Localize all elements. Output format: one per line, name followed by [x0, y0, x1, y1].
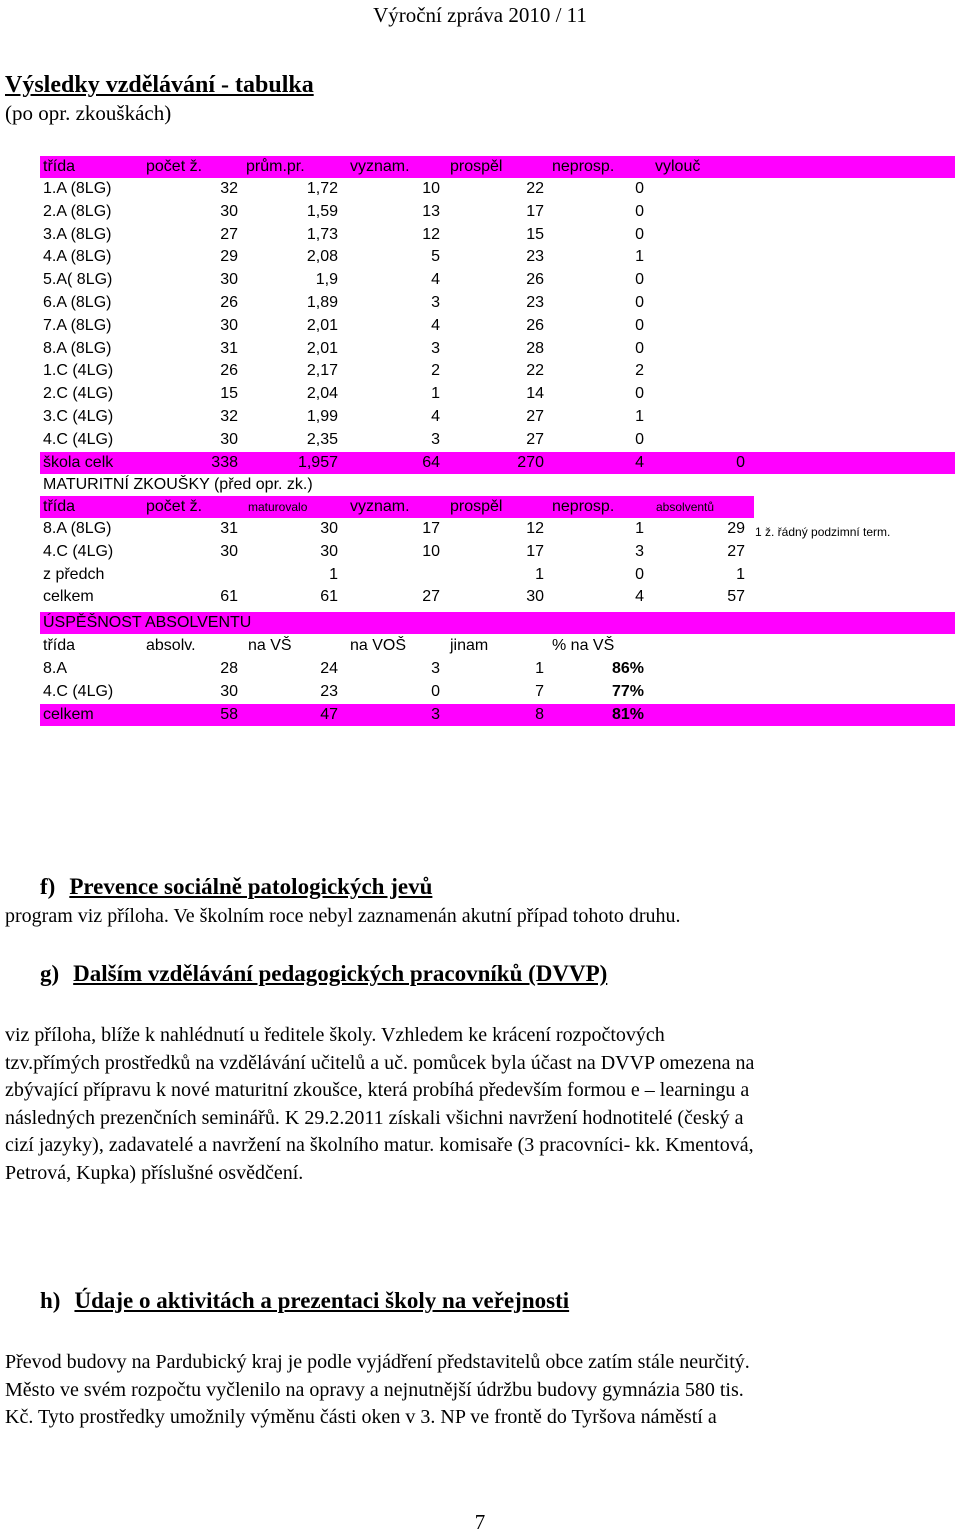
table-cell: 58: [220, 706, 238, 723]
table-cell: 1,9: [315, 271, 338, 289]
table-cell: 77%: [611, 683, 644, 700]
table-cell: celkem: [43, 588, 94, 605]
table-cell: 22: [526, 180, 544, 197]
text-line: následných prezenčních seminářů. K 29.2.2011 získali všichni navržení hodnotitelé (český a: [5, 1106, 744, 1129]
table-cell: 1: [535, 660, 544, 677]
table-cell: 4.C (4LG): [43, 430, 114, 448]
table-cell: 3: [431, 430, 440, 448]
table-row: [0, 518, 960, 540]
table-cell: 27: [526, 430, 544, 448]
table-cell: 3.C (4LG): [43, 408, 114, 425]
table-cell: 270: [517, 454, 544, 471]
table-cell: 1: [329, 566, 338, 583]
table-cell: 22: [526, 362, 544, 380]
column-header: vyznam.: [350, 158, 410, 175]
table-cell: 1,99: [306, 408, 338, 425]
table-cell: 30: [526, 588, 544, 605]
column-header: třída: [43, 637, 76, 654]
table-cell: 2,01: [306, 316, 338, 334]
table-row: [0, 201, 960, 223]
table-row: [0, 292, 960, 314]
column-header: prospěl: [450, 158, 503, 175]
table-cell: 14: [526, 385, 544, 403]
page-header: Výroční zpráva 2010 / 11: [373, 3, 587, 27]
table-cell: 26: [220, 362, 238, 380]
section-title: Výsledky vzdělávání - tabulka: [5, 72, 314, 98]
text-line: Převod budovy na Pardubický kraj je podle vyjádření představitelů obce zatím stále neurčitý.: [5, 1351, 750, 1373]
table-row: [0, 383, 960, 405]
column-header: prům.pr.: [246, 158, 305, 175]
table-cell: 3: [635, 542, 644, 560]
table-cell: 1: [736, 566, 745, 583]
table-cell: 28: [220, 660, 238, 677]
table-cell: 2,17: [306, 362, 338, 380]
table-cell: 27: [422, 588, 440, 605]
table-cell: 4: [431, 316, 440, 334]
table-cell: 31: [220, 520, 238, 537]
table-cell: 15: [220, 385, 238, 403]
table-row: [0, 541, 960, 563]
table-cell: 0: [431, 683, 440, 700]
table-cell: 26: [220, 294, 238, 311]
table-cell: 61: [320, 588, 338, 605]
column-header: neprosp.: [552, 498, 615, 515]
section-g-title: Dalším vzdělávání pedagogických pracovníků (DVVP): [73, 961, 608, 986]
table-cell: 6.A (8LG): [43, 294, 112, 311]
table-cell: 3.A (8LG): [43, 225, 112, 243]
table-cell: 3: [431, 339, 440, 357]
table-cell: 0: [635, 339, 644, 357]
table-cell: 0: [736, 454, 745, 471]
table-cell: 4: [431, 408, 440, 425]
column-header: jinam: [450, 637, 489, 654]
table-cell: 27: [727, 542, 745, 560]
table-cell: 0: [635, 430, 644, 448]
table-cell: 30: [220, 202, 238, 220]
table-cell: 1,59: [306, 202, 338, 220]
text-line: viz příloha, blíže k nahlédnutí u ředitele školy. Vzhledem ke krácení rozpočtových: [5, 1024, 665, 1046]
table-cell: 2,04: [306, 385, 338, 403]
table1-total-row: [0, 452, 960, 474]
table-cell: 10: [422, 542, 440, 560]
table-row: [0, 178, 960, 200]
table-cell: 4.C (4LG): [43, 542, 114, 560]
section-f-label: f): [40, 874, 56, 899]
section-g-heading: [40, 961, 607, 987]
table-cell: 0: [635, 294, 644, 311]
table-cell: 8.A (8LG): [43, 339, 112, 357]
table-cell: 17: [422, 520, 440, 537]
table3-header-row: [0, 635, 960, 657]
table-row: [0, 658, 960, 680]
table-cell: 3: [431, 660, 440, 677]
table-cell: 2.A (8LG): [43, 202, 112, 220]
table-cell: z předch: [43, 566, 105, 583]
text-line: tzv.přímých prostředků na vzdělávání učitelů a uč. pomůcek byla účast na DVVP omezena na: [5, 1051, 755, 1074]
section-f-heading: [40, 874, 432, 900]
column-header: vylouč: [655, 158, 701, 175]
table-cell: 30: [220, 271, 238, 289]
table-cell: 0: [635, 566, 644, 583]
table-cell: 1: [635, 408, 644, 425]
table-cell: 3: [431, 294, 440, 311]
table-cell: 8: [535, 706, 544, 723]
table-row: [0, 224, 960, 246]
table-cell: 23: [526, 248, 544, 266]
table-cell: 2.C (4LG): [43, 385, 114, 403]
table-cell: 57: [727, 588, 745, 605]
table-cell: 2,08: [306, 248, 338, 266]
table-cell: 30: [320, 520, 338, 537]
table2-total-row: [0, 586, 960, 608]
table-row: [0, 406, 960, 428]
column-header: maturovalo: [248, 500, 308, 514]
table-row: [0, 246, 960, 268]
table-cell: 2: [431, 362, 440, 380]
table-cell: 1: [635, 520, 644, 537]
table2-prev-row: [0, 564, 960, 586]
table-cell: 30: [320, 542, 338, 560]
column-header: neprosp.: [552, 158, 615, 175]
table-cell: 0: [635, 385, 644, 403]
table-row: [0, 269, 960, 291]
table-cell: 30: [220, 316, 238, 334]
column-header: na VŠ: [248, 637, 292, 654]
table3-total-row: [0, 704, 960, 726]
table-cell: 5: [431, 248, 440, 266]
table2-header-row: [0, 496, 960, 518]
section-h-title: Údaje o aktivitách a prezentaci školy na veřejnosti: [74, 1288, 570, 1313]
table-cell: 7.A (8LG): [43, 316, 112, 334]
table-cell: 81%: [611, 706, 644, 723]
table-cell: 15: [526, 225, 544, 243]
column-header: třída: [43, 498, 76, 515]
table-cell: 23: [320, 683, 338, 700]
section-f-title: Prevence sociálně patologických jevů: [69, 874, 433, 899]
table-row: [0, 429, 960, 451]
table-cell: 0: [635, 225, 644, 243]
table-cell: 1: [635, 248, 644, 266]
table-cell: 24: [320, 660, 338, 677]
column-header: absolv.: [146, 637, 196, 654]
table-cell: 338: [211, 454, 238, 471]
table-cell: 3: [431, 706, 440, 723]
table-cell: 0: [635, 202, 644, 220]
table2-title-row: [0, 474, 960, 496]
table-cell: 27: [526, 408, 544, 425]
table-cell: 26: [526, 271, 544, 289]
text-line: Město ve svém rozpočtu vyčlenilo na opravy a nejnutnější údržbu budovy gymnázia 580 tis.: [5, 1378, 744, 1401]
column-header: vyznam.: [350, 498, 410, 515]
table-cell: 10: [422, 180, 440, 197]
table-cell: celkem: [43, 706, 94, 723]
section-g-label: g): [40, 961, 60, 986]
table-cell: 8.A (8LG): [43, 520, 112, 537]
table-cell: 26: [526, 316, 544, 334]
table-cell: 1,72: [306, 180, 338, 197]
table-row: [0, 360, 960, 382]
table-cell: 4.A (8LG): [43, 248, 112, 266]
table-cell: 30: [220, 683, 238, 700]
table-row: [0, 681, 960, 703]
table-cell: 30: [220, 542, 238, 560]
table-cell: 28: [526, 339, 544, 357]
table-cell: 0: [635, 180, 644, 197]
table-cell: 29: [220, 248, 238, 266]
table-cell: 2,35: [306, 430, 338, 448]
table-cell: 47: [320, 706, 338, 723]
table-cell: 86%: [611, 660, 644, 677]
table-cell: 64: [422, 454, 440, 471]
table-row: [0, 338, 960, 360]
section-h-text: [5, 1349, 910, 1432]
table2-note: 1 ž. řádný podzimní term.: [755, 525, 891, 539]
table3-title-row: [0, 612, 960, 634]
text-line: Kč. Tyto prostředky umožnily výměnu části oken v 3. NP ve frontě do Tyršova náměstí a: [5, 1406, 717, 1428]
table-cell: 4: [635, 454, 644, 471]
table-cell: 1.C (4LG): [43, 362, 114, 380]
table-cell: 8.A: [43, 660, 68, 677]
table-cell: 1: [535, 566, 544, 583]
table-cell: 7: [535, 683, 544, 700]
table-cell: 13: [422, 202, 440, 220]
section-h-heading: [40, 1288, 569, 1314]
table-cell: 32: [220, 408, 238, 425]
table-cell: 4: [431, 271, 440, 289]
table-cell: 61: [220, 588, 238, 605]
table-cell: 2,01: [306, 339, 338, 357]
page-number: 7: [474, 1510, 486, 1534]
table-cell: 5.A( 8LG): [43, 271, 113, 289]
table-cell: 23: [526, 294, 544, 311]
table-cell: 31: [220, 339, 238, 357]
table-cell: 0: [635, 316, 644, 334]
table-row: [0, 315, 960, 337]
table-cell: 1.A (8LG): [43, 180, 112, 197]
section-subtitle: (po opr. zkouškách): [5, 101, 172, 125]
table-cell: 17: [526, 542, 544, 560]
text-line: zbývající přípravu k nové maturitní zkoušce, která probíhá především formou e – learningu a: [5, 1079, 750, 1101]
column-header: na VOŠ: [350, 637, 407, 654]
section-h-label: h): [40, 1288, 61, 1313]
column-header: prospěl: [450, 498, 503, 515]
table-cell: 2: [635, 362, 644, 380]
section-g-text: [5, 1022, 910, 1187]
table-cell: 29: [727, 520, 745, 537]
table-cell: 0: [635, 271, 644, 289]
table2-title: MATURITNÍ ZKOUŠKY (před opr. zk.): [43, 476, 313, 493]
column-header: počet ž.: [146, 158, 203, 175]
text-line: Petrová, Kupka) příslušné osvědčení.: [5, 1161, 304, 1184]
column-header: třída: [43, 158, 76, 175]
table-cell: 1,73: [306, 225, 338, 243]
column-header: absolventů: [656, 500, 715, 514]
table-cell: 17: [526, 202, 544, 220]
column-header: % na VŠ: [552, 637, 615, 654]
table-cell: 1: [431, 385, 440, 403]
column-header: počet ž.: [146, 498, 203, 515]
table-cell: 4: [635, 588, 644, 605]
table-cell: 32: [220, 180, 238, 197]
table-cell: 12: [526, 520, 544, 537]
table-cell: 30: [220, 430, 238, 448]
table-cell: 1,89: [306, 294, 338, 311]
section-f-text: program viz příloha. Ve školním roce nebyl zaznamenán akutní případ tohoto druhu.: [5, 905, 681, 927]
table-cell: 27: [220, 225, 238, 243]
text-line: cizí jazyky), zadavatelé a navržení na školního matur. komisaře (3 pracovníci- kk. Kmentová,: [5, 1134, 754, 1156]
table-cell: 1,957: [297, 454, 338, 471]
table1-header-row: [0, 156, 960, 178]
table-cell: 4.C (4LG): [43, 683, 114, 700]
table-cell: škola celk: [43, 454, 114, 471]
table-cell: 12: [422, 225, 440, 243]
table3-title: ÚSPĚŠNOST ABSOLVENTU: [43, 614, 252, 631]
